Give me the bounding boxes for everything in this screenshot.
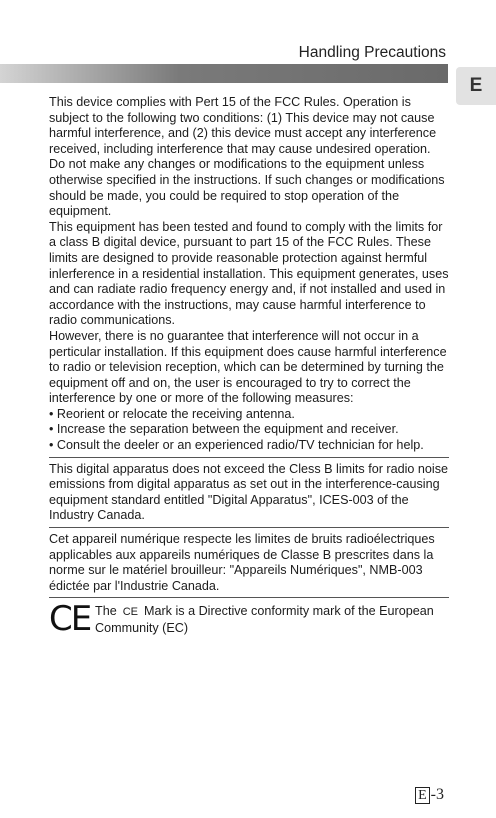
page-section-box: E — [415, 787, 430, 804]
fcc-paragraph-3: This equipment has been tested and found to comply with the limits for a class B digital device, pursuant to part 15 of the FCC Rules. These limits are designed to provide reasonable protection against hermful inlerference in a residential installation. This equipment generates, uses and can radiate radio frequency energy and, if not installed and used in accordance with the instructions, may cause harmful interference to radio communications. — [49, 219, 449, 328]
divider — [49, 527, 449, 528]
ce-text-before: The — [95, 604, 117, 619]
language-tab: E — [456, 67, 496, 105]
fcc-paragraph-1: This device complies with Pert 15 of the FCC Rules. Operation is subject to the following two conditions: (1) This device may not cause harmful interference, and (2) this device must accept any interference received, including interference that may cause undesired operation. — [49, 95, 437, 156]
divider — [49, 597, 449, 598]
ce-notice — [49, 599, 449, 640]
bullet-item: • Reorient or relocate the receiving antenna. — [49, 406, 295, 421]
bullet-item: • Increase the separation between the equipment and receiver. — [49, 422, 399, 437]
canada-english-notice: This digital apparatus does not exceed the Cless B limits for radio noise emissions from digital apparatus as set out in the interference-causing equipment standard entitled "Digital Apparatus", ICES-003 of the Industry Canada. — [49, 461, 449, 523]
content — [49, 95, 449, 640]
fcc-paragraph-4: However, there is no guarantee that interference will not occur in a perticular installation. If this equipment does cause harmful interference to radio or television reception, which can be determined by turning the equipment off and on, the user is encouraged to try to correct the interference by one or more of the following measures: — [49, 328, 447, 406]
page-number-value: -3 — [430, 786, 444, 803]
fcc-paragraph-2: Do not make any changes or modifications to the equipment unless otherwise specified in the instructions. If such changes or modifications should be made, you could be required to stop operation of the equipment. — [49, 157, 445, 219]
header-bar — [0, 64, 448, 83]
ce-inline-mark-icon: CE — [122, 606, 138, 619]
page-number — [415, 786, 444, 804]
ce-text — [95, 602, 449, 636]
ce-logo-icon: CE — [49, 599, 91, 640]
canada-french-notice: Cet appareil numérique respecte les limites de bruits radioélectriques applicables aux appareils numériques de Classe B prescrites dans la norme sur le matériel brouilleur: "Appareils Numériques", NMB-003 édictée par l'Industrie Canada. — [49, 532, 435, 593]
divider — [49, 457, 449, 458]
ce-text-after: Mark is a Directive conformity mark of the European Community (EC) — [95, 604, 434, 635]
bullet-item: • Consult the deeler or an experienced radio/TV technician for help. — [49, 438, 424, 453]
page-title: Handling Precautions — [298, 44, 446, 61]
